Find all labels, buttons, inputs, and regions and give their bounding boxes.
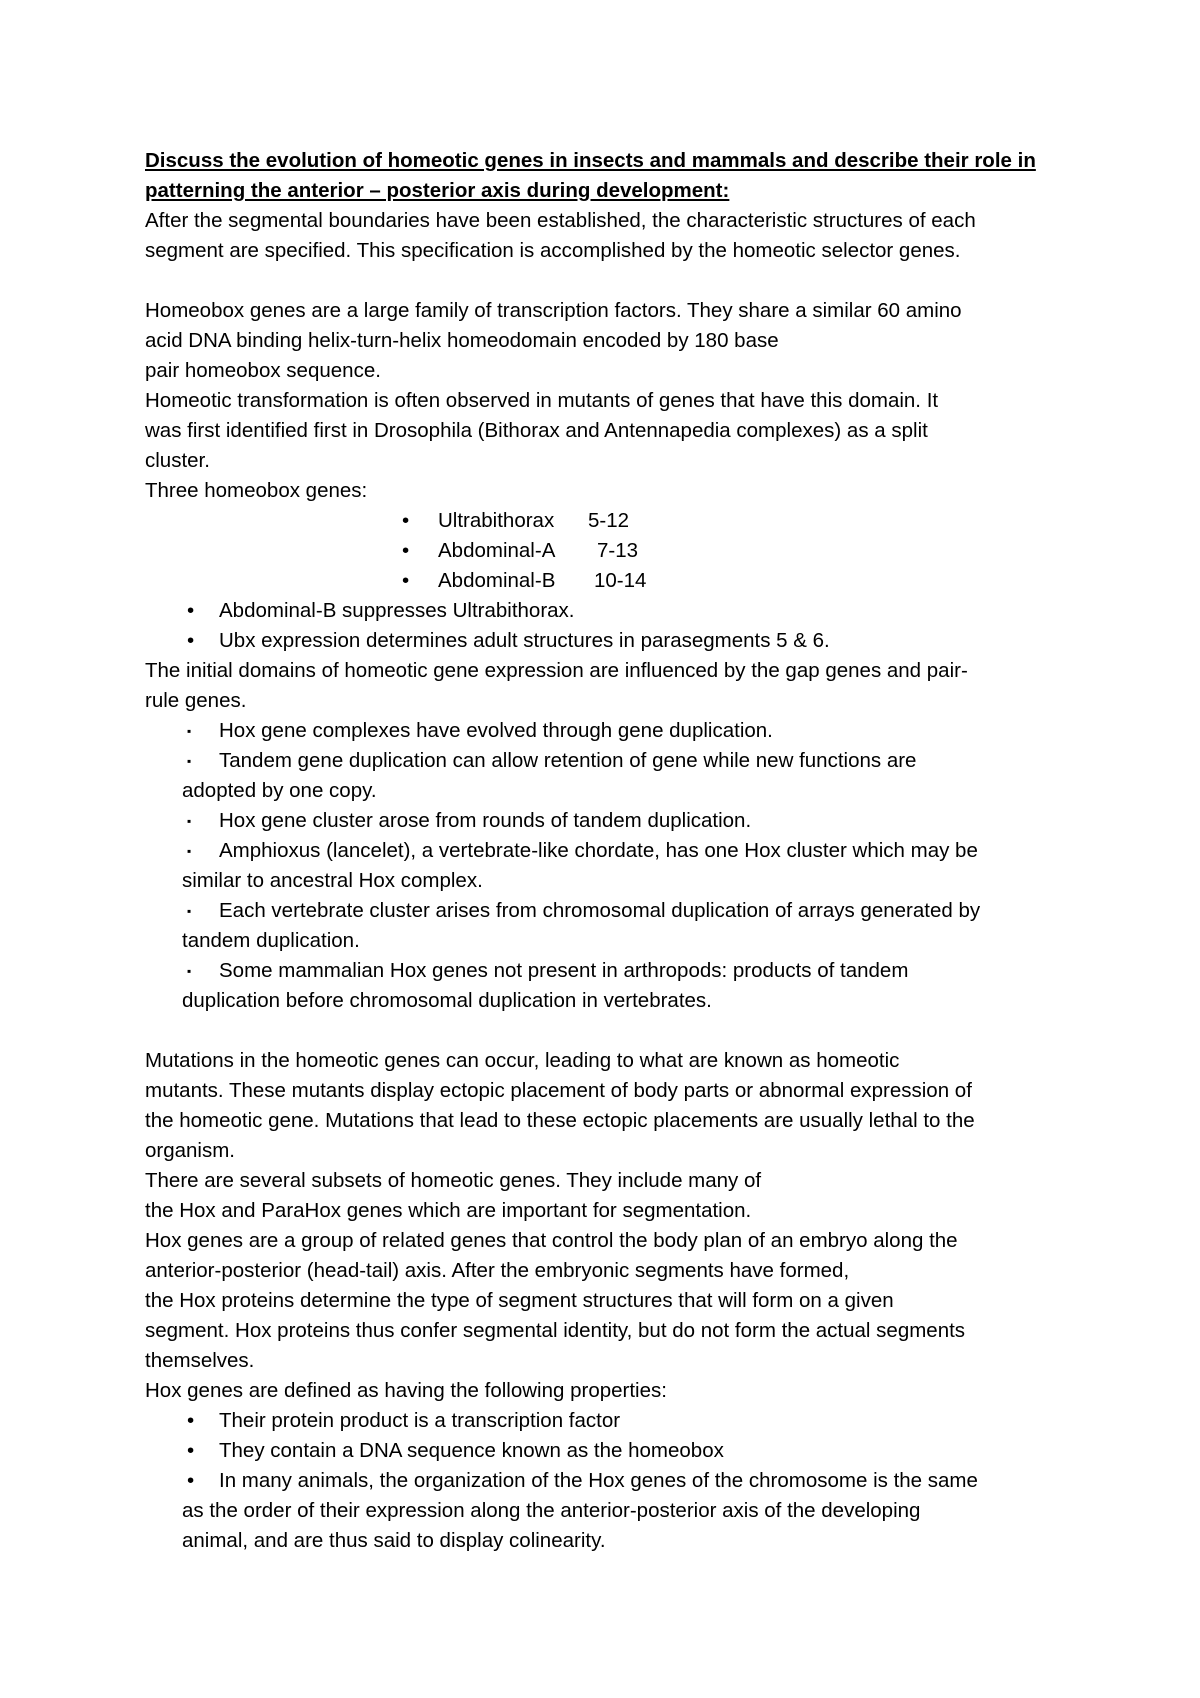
bullet-text: Their protein product is a transcription factor xyxy=(219,1409,621,1432)
gene-name: Abdominal-B xyxy=(438,569,556,592)
homeobox-line: Three homeobox genes: xyxy=(145,479,368,502)
homeobox-line: cluster. xyxy=(145,449,210,472)
bullet-text: similar to ancestral Hox complex. xyxy=(182,869,483,892)
property-item xyxy=(145,1436,1060,1466)
mutations-line: segment. Hox proteins thus confer segmental identity, but do not form the actual segments xyxy=(145,1319,966,1342)
intro-line: segment are specified. This specification is accomplished by the homeotic selector genes. xyxy=(145,239,961,262)
mutations-line: organism. xyxy=(145,1139,236,1162)
bullet-marker: • xyxy=(402,569,410,592)
initial-domains-line: The initial domains of homeotic gene expression are influenced by the gap genes and pair- xyxy=(145,659,968,682)
mutations-line: anterior-posterior (head-tail) axis. After the embryonic segments have formed, xyxy=(145,1259,850,1282)
mutations-line: Hox genes are defined as having the following properties: xyxy=(145,1379,667,1402)
bullet-marker: • xyxy=(402,539,410,562)
square-bullet-continuation xyxy=(145,986,1060,1016)
homeobox-line: was first identified first in Drosophila (Bithorax and Antennapedia complexes) as a split xyxy=(145,419,928,442)
mutations-line: Hox genes are a group of related genes that control the body plan of an embryo along the xyxy=(145,1229,958,1252)
property-item xyxy=(145,1466,1060,1496)
gene-range: 10-14 xyxy=(594,569,647,592)
mutations-line: themselves. xyxy=(145,1349,255,1372)
mutations-line: mutants. These mutants display ectopic placement of body parts or abnormal expression of xyxy=(145,1079,972,1102)
title-line-1: Discuss the evolution of homeotic genes in insects and mammals and describe their role in xyxy=(145,149,1036,172)
homeobox-line: pair homeobox sequence. xyxy=(145,359,381,382)
gene-name: Ultrabithorax xyxy=(438,509,555,532)
bullet-text: Ubx expression determines adult structures in parasegments 5 & 6. xyxy=(219,629,830,652)
bullet-text: tandem duplication. xyxy=(182,929,360,952)
mutations-line: Mutations in the homeotic genes can occur, leading to what are known as homeotic xyxy=(145,1049,900,1072)
bullet-text: Abdominal-B suppresses Ultrabithorax. xyxy=(219,599,575,622)
square-bullet-continuation xyxy=(145,776,1060,806)
homeobox-line: Homeobox genes are a large family of transcription factors. They share a similar 60 amino xyxy=(145,299,962,322)
gene-range: 5-12 xyxy=(588,509,630,532)
bullet-marker: • xyxy=(187,1469,195,1492)
square-bullet-item xyxy=(145,716,1060,746)
mutations-line: There are several subsets of homeotic genes. They include many of xyxy=(145,1169,762,1192)
bullet-item xyxy=(145,596,1060,626)
square-bullet-item xyxy=(145,806,1060,836)
bullet-text: Amphioxus (lancelet), a vertebrate-like chordate, has one Hox cluster which may be xyxy=(219,839,978,862)
gene-list-item xyxy=(145,566,1060,596)
bullet-text: as the order of their expression along the anterior-posterior axis of the developing xyxy=(182,1499,921,1522)
gene-list-item xyxy=(145,536,1060,566)
bullet-text: Hox gene cluster arose from rounds of tandem duplication. xyxy=(219,809,752,832)
bullet-text: They contain a DNA sequence known as the homeobox xyxy=(219,1439,724,1462)
square-bullet-marker: ▪ xyxy=(187,754,192,768)
square-bullet-continuation xyxy=(145,926,1060,956)
square-bullet-item xyxy=(145,746,1060,776)
bullet-marker: • xyxy=(187,1409,195,1432)
bullet-text: In many animals, the organization of the Hox genes of the chromosome is the same xyxy=(219,1469,978,1492)
homeobox-line: acid DNA binding helix-turn-helix homeodomain encoded by 180 base xyxy=(145,329,779,352)
bullet-marker: • xyxy=(187,1439,195,1462)
bullet-text: Some mammalian Hox genes not present in arthropods: products of tandem xyxy=(219,959,909,982)
homeobox-line: Homeotic transformation is often observed in mutants of genes that have this domain. It xyxy=(145,389,939,412)
square-bullet-item xyxy=(145,836,1060,866)
mutations-line: the homeotic gene. Mutations that lead to these ectopic placements are usually lethal to the xyxy=(145,1109,975,1132)
gene-range: 7-13 xyxy=(597,539,639,562)
property-continuation xyxy=(145,1526,1060,1556)
paragraph-gap xyxy=(145,266,1060,296)
bullet-marker: • xyxy=(402,509,410,532)
square-bullet-item xyxy=(145,896,1060,926)
gene-list-item xyxy=(145,506,1060,536)
bullet-text: Each vertebrate cluster arises from chromosomal duplication of arrays generated by xyxy=(219,899,981,922)
bullet-marker: • xyxy=(187,629,195,652)
square-bullet-item xyxy=(145,956,1060,986)
mutations-line: the Hox and ParaHox genes which are important for segmentation. xyxy=(145,1199,752,1222)
bullet-marker: • xyxy=(187,599,195,622)
bullet-text: animal, and are thus said to display colinearity. xyxy=(182,1529,606,1552)
gene-name: Abdominal-A xyxy=(438,539,556,562)
initial-domains-line: rule genes. xyxy=(145,689,247,712)
bullet-text: Hox gene complexes have evolved through gene duplication. xyxy=(219,719,773,742)
bullet-text: adopted by one copy. xyxy=(182,779,377,802)
square-bullet-marker: ▪ xyxy=(187,964,192,978)
title-line-2: patterning the anterior – posterior axis during development: xyxy=(145,179,730,202)
bullet-text: duplication before chromosomal duplication in vertebrates. xyxy=(182,989,712,1012)
square-bullet-marker: ▪ xyxy=(187,904,192,918)
square-bullet-marker: ▪ xyxy=(187,724,192,738)
property-item xyxy=(145,1406,1060,1436)
property-continuation xyxy=(145,1496,1060,1526)
square-bullet-continuation xyxy=(145,866,1060,896)
bullet-text: Tandem gene duplication can allow retention of gene while new functions are xyxy=(219,749,917,772)
intro-line: After the segmental boundaries have been established, the characteristic structures of each xyxy=(145,209,976,232)
mutations-line: the Hox proteins determine the type of segment structures that will form on a given xyxy=(145,1289,894,1312)
bullet-item xyxy=(145,626,1060,656)
square-bullet-marker: ▪ xyxy=(187,844,192,858)
paragraph-gap xyxy=(145,1016,1060,1046)
square-bullet-marker: ▪ xyxy=(187,814,192,828)
